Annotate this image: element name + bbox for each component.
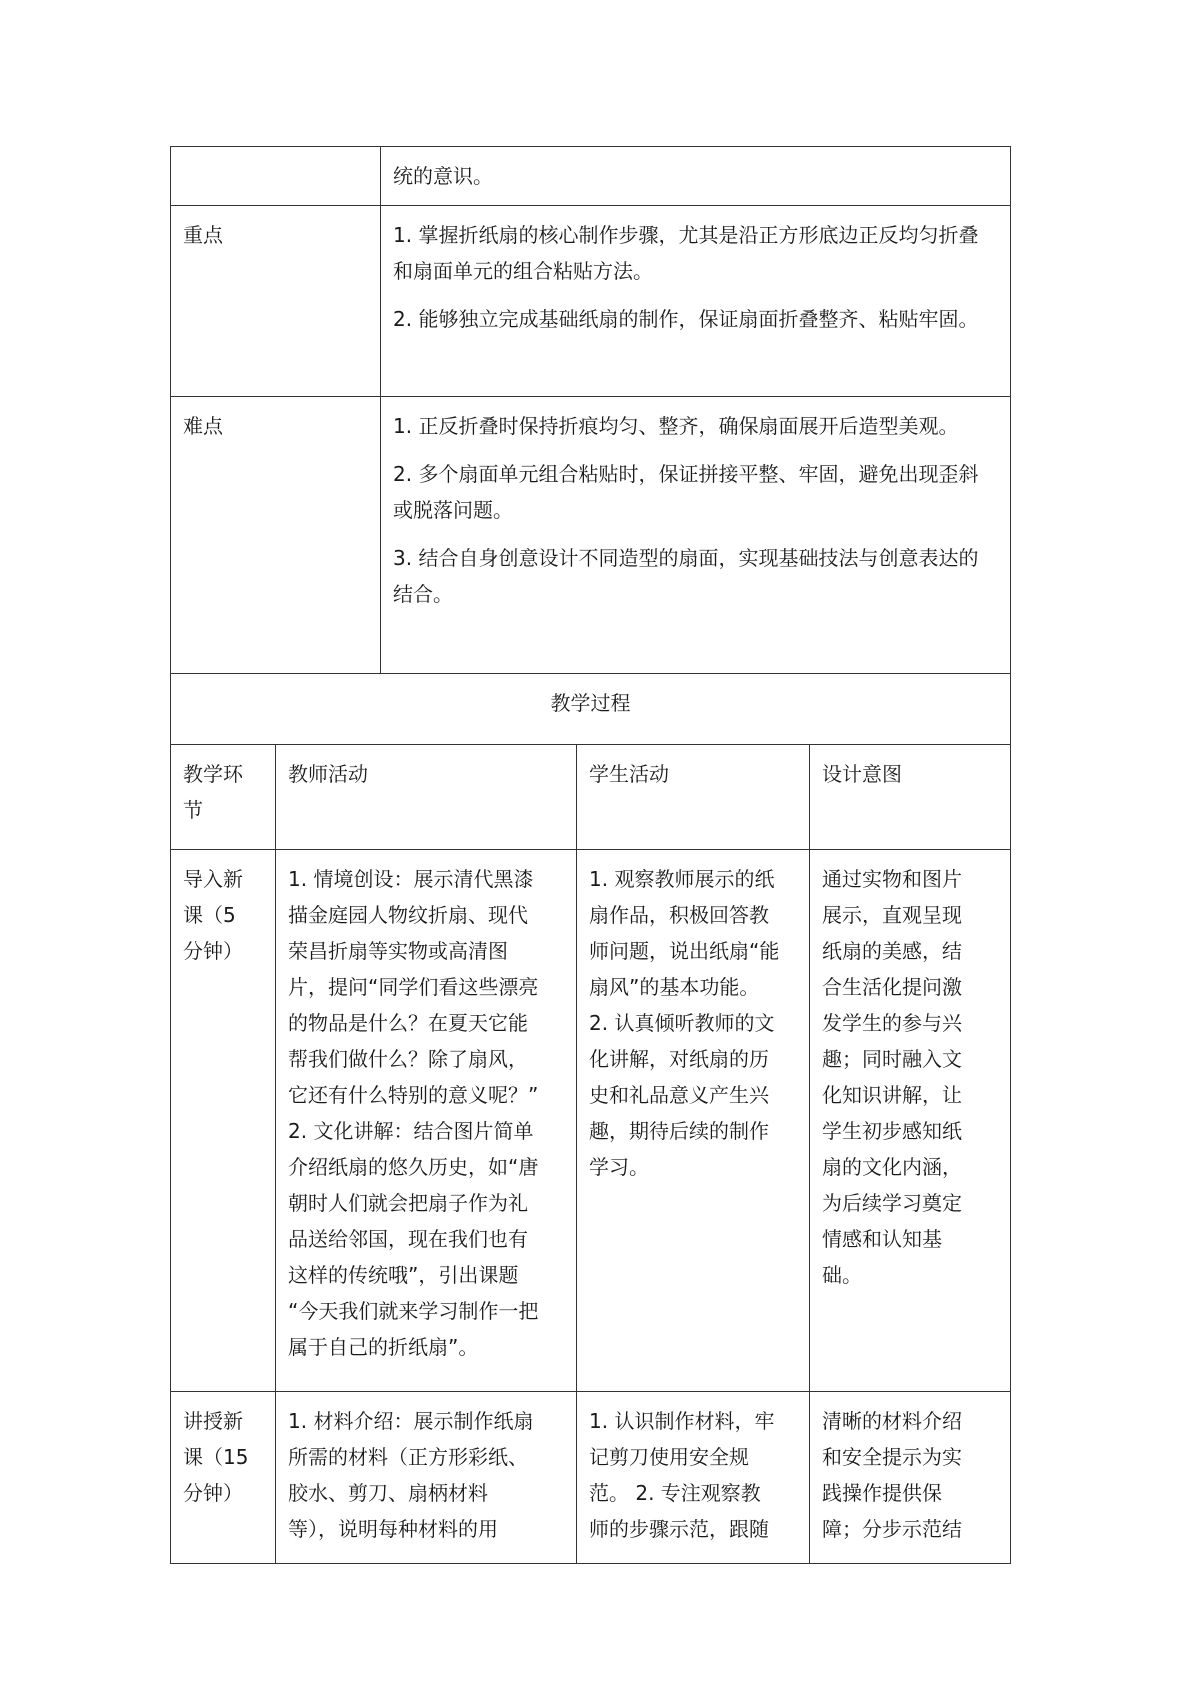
lesson-plan-table — [170, 146, 1011, 1564]
key-point-item: 1. 掌握折纸扇的核心制作步骤，尤其是沿正方形底边正反均匀折叠和扇面单元的组合粘贴方法。 — [393, 223, 979, 283]
continued-row-content: 统的意识。 — [381, 147, 1011, 206]
design-intent-cell: 通过实物和图片 展示，直观呈现 纸扇的美感，结 合生活化提问激 发学生的参与兴 趣；同时融入文 化知识讲解，让 学生初步感知纸 扇的文化内涵， 为后续学习奠定 情感和认知基 础。 — [810, 850, 1011, 1392]
key-points-label: 重点 — [171, 206, 381, 397]
teacher-activity-cell: 1. 材料介绍：展示制作纸扇 所需的材料（正方形彩纸、 胶水、剪刀、扇柄材料 等），说明每种材料的用 — [276, 1392, 577, 1564]
table-row — [171, 850, 1011, 1392]
stage-cell: 导入新 课（5 分钟） — [171, 850, 276, 1392]
header-teacher: 教师活动 — [276, 745, 577, 850]
process-title-row — [171, 674, 1011, 745]
difficulty-item: 3. 结合自身创意设计不同造型的扇面，实现基础技法与创意表达的结合。 — [393, 546, 979, 606]
stage-cell: 讲授新 课（15 分钟） — [171, 1392, 276, 1564]
key-points-content — [381, 206, 1011, 397]
header-stage: 教学环 节 — [171, 745, 276, 850]
design-intent-cell: 清晰的材料介绍 和安全提示为实 践操作提供保 障；分步示范结 — [810, 1392, 1011, 1564]
key-points-row — [171, 206, 1011, 397]
student-activity-cell: 1. 认识制作材料，牢 记剪刀使用安全规 范。 2. 专注观察教 师的步骤示范，跟随 — [577, 1392, 810, 1564]
column-header-row — [171, 745, 1011, 850]
continued-row-label — [171, 147, 381, 206]
difficulties-row — [171, 397, 1011, 674]
header-intent: 设计意图 — [810, 745, 1011, 850]
teacher-activity-cell: 1. 情境创设：展示清代黑漆 描金庭园人物纹折扇、现代 荣昌折扇等实物或高清图 片，提问“同学们看这些漂亮 的物品是什么？在夏天它能 帮我们做什么？除了扇风， 它还有什么特别的意义呢？” 2. 文化讲解：结合图片简单 介绍纸扇的悠久历史，如“唐 朝时人们就会把扇子作为礼 品送给邻国，现在我们也有 这样的传统哦”，引出课题 “今天我们就来学习制作一把 属于自己的折纸扇”。 — [276, 850, 577, 1392]
difficulty-item: 2. 多个扇面单元组合粘贴时，保证拼接平整、牢固，避免出现歪斜或脱落问题。 — [393, 462, 979, 522]
header-student: 学生活动 — [577, 745, 810, 850]
process-title: 教学过程 — [171, 674, 1011, 745]
key-point-item: 2. 能够独立完成基础纸扇的制作，保证扇面折叠整齐、粘贴牢固。 — [393, 307, 979, 331]
table-row — [171, 1392, 1011, 1564]
difficulties-content — [381, 397, 1011, 674]
student-activity-cell: 1. 观察教师展示的纸 扇作品，积极回答教 师问题，说出纸扇“能 扇风”的基本功能。 2. 认真倾听教师的文 化讲解，对纸扇的历 史和礼品意义产生兴 趣，期待后续的制作 学习。 — [577, 850, 810, 1392]
difficulty-item: 1. 正反折叠时保持折痕均匀、整齐，确保扇面展开后造型美观。 — [393, 414, 959, 438]
difficulties-label: 难点 — [171, 397, 381, 674]
continued-row — [171, 147, 1011, 206]
